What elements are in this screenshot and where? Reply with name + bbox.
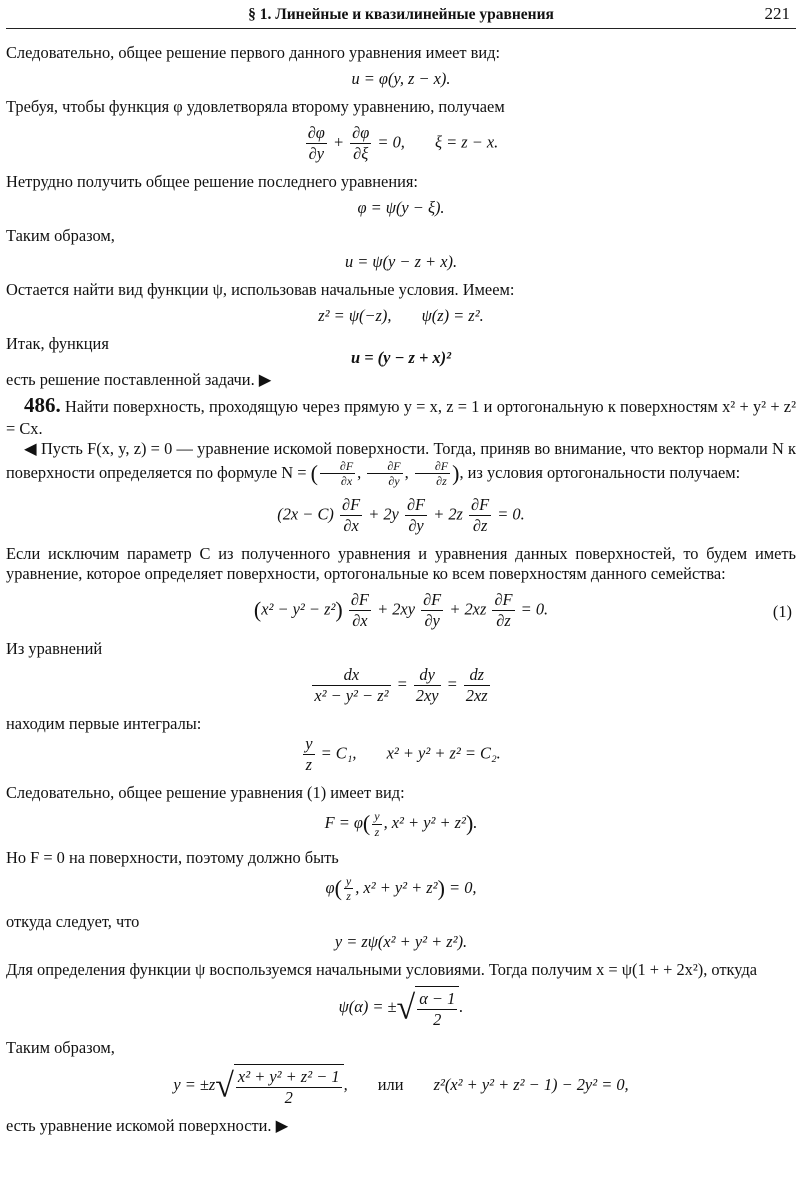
paragraph-eliminate-parameter: Если исключим параметр C из полученного уравнения и уравнения данных поверхностей, то будем иметь уравнение, которое определяет поверхности, ортогональные ко всем поверхностям данного семейства: [6,544,796,584]
fraction-dF-dy: $\frac{\partial F}{\partial y}$ [406,495,426,536]
fraction-dF-dz: $\frac{\partial F}{\partial z}$ [415,459,450,489]
page-number: 221 [764,4,790,23]
term: , [343,1074,348,1094]
equation-text: u = ψ(y − z + x). [344,252,458,272]
problem-statement: Найти поверхность, проходящую через прямую y = x, z = 1 и ортогональную к поверхностям x² + y² + z² = Cx. [6,397,797,438]
equation-final-surface [6,1064,796,1108]
equation-first-integrals [6,734,796,775]
paragraph-text: ◀ Пусть F(x, y, z) = 0 — уравнение искомой поверхности. Тогда, приняв во внимание, что вектор нормали N к поверхности определяется по формуле N = [6,438,796,482]
fraction-y-z: $\frac{y}{z}$ [305,734,313,775]
equation-tail: = 0, [377,132,405,152]
fraction-dx: $\frac{dx}{\text{x² − y² − z²}}$ [314,665,389,706]
fraction-surface: $\frac{\text{x² + y² + z² − 1}}{2}$ [237,1066,340,1107]
term: , x² + y² + z² [355,877,438,897]
fraction-dphi-dy: $\frac{\partial\varphi}{\partial y}$ [307,123,325,164]
paragraph-from-equations: Из уравнений [6,639,103,659]
paragraph-function: Итак, функция [6,334,109,354]
term: + 2y [368,504,399,524]
equation-phi-psi [6,198,796,218]
paragraph-final: есть уравнение искомой поверхности. ▶ [6,1115,289,1135]
fraction-dphi-dxi: $\frac{\partial\varphi}{\partial\xi}$ [352,123,370,164]
equation-initial-conditions [6,306,796,326]
equation-text: y = zψ(x² + y² + z²). [334,931,468,951]
problem-number: 486. [24,393,61,418]
term: (2x − C) [277,504,334,524]
term: x² + y² + z² = C₂. [386,743,501,763]
fraction-dz: $\frac{dz}{2xz}$ [465,665,488,706]
paragraph-thus: Таким образом, [6,226,115,246]
equation-text: u = (y − z + x)² [351,348,451,368]
paragraph-determine-psi: Для определения функции ψ воспользуемся начальными условиями. Тогда получим x = ψ(1 + + 2x²), откуда [6,959,758,979]
term: или [377,1074,404,1094]
paragraph-initial-conditions: Остается найти вид функции ψ, использовав начальные условия. Имеем: [6,280,515,300]
term: + 2xy [377,599,415,619]
fraction-dF-dy: $\frac{\partial F}{\partial y}$ [423,590,442,631]
paragraph-requiring-phi: Требуя, чтобы функция φ удовлетворяла второму уравнению, получаем [6,97,505,117]
paragraph-normal-vector: ◀ Пусть F(x, y, z) = 0 — уравнение искомой поверхности. Тогда, приняв во внимание, что вектор нормали N к поверхности определяется по формуле N = ( $\frac{\partial F}{\partial x}$ , $\frac{\partial F}{\partial y}$ , $\frac{\partial F}{\partial z}$ ), из условия ортогональности получаем: [6,438,796,489]
paragraph-solution-end: есть решение поставленной задачи. ▶ [6,370,272,390]
equation-u-phi [6,69,796,89]
paragraph-follows: откуда следует, что [6,911,140,931]
paragraph-first-integrals: находим первые интегралы: [6,714,202,734]
running-head: § 1. Линейные и квазилинейные уравнения [248,6,554,23]
term: y = ±z [173,1074,216,1094]
paragraph-last-equation: Нетрудно получить общее решение последнего уравнения: [6,172,418,192]
equation-left: z² = ψ(−z), [318,306,392,326]
term: = 0. [520,599,549,619]
term: = 0, [449,877,477,897]
term: = C₁, [320,743,357,763]
fraction-alpha: $\frac{\alpha - 1}{2}$ [419,988,456,1029]
equation-1: (x² − y² − z²) $\frac{\partial F}{\partial x}$ + 2xy $\frac{\partial F}{\partial y}$ + 2xz $\frac{\partial F}{\partial z}$ = 0. (1) [253,590,792,631]
term: z²(x² + y² + z² − 1) − 2y² = 0, [433,1074,629,1094]
equation-right: ψ(z) = z². [421,306,484,326]
equation-psi-alpha [6,986,796,1030]
square-root: √ $\frac{\alpha - 1}{2}$ [397,986,460,1030]
term: x² − y² − z² [261,599,336,619]
paragraph-thus-final: Таким образом, [6,1037,115,1057]
equation-phi-zero: φ( $\frac{y}{z}$ , x² + y² + z²) = 0, [325,873,477,904]
fraction-dy: $\frac{dy}{2xy}$ [415,665,439,706]
fraction-dF-dx: $\frac{\partial F}{\partial x}$ [320,459,355,489]
fraction-dF-dx: $\frac{\partial F}{\partial x}$ [341,495,361,536]
term: . [473,813,478,833]
equation-number: (1) [772,602,792,622]
paragraph-general-solution-1: Следовательно, общее решение уравнения (1) имеет вид: [6,783,405,803]
term: , x² + y² + z² [383,813,466,833]
term: = 0. [497,504,525,524]
term: φ [325,877,335,897]
page-header [6,4,796,29]
paragraph-text-tail: , из условия ортогональности получаем: [459,462,741,482]
paragraph-general-solution: Следовательно, общее решение первого данного уравнения имеет вид: [6,43,501,62]
equation-y-z-psi [6,932,796,952]
equation-substitution: ξ = z − x. [434,132,499,152]
term: + 2xz [449,599,487,619]
fraction-dF-dz: $\frac{\partial F}{\partial z}$ [471,495,490,536]
paragraph-F-zero: Но F = 0 на поверхности, поэтому должно быть [6,847,339,867]
equation-solution-u [6,348,796,368]
term: . [459,996,464,1016]
equation-u-psi [6,252,796,272]
fraction-dF-dx: $\frac{\partial F}{\partial x}$ [350,590,369,631]
fraction-y-z: $\frac{y}{z}$ [374,809,380,839]
equation-characteristic-system: $\frac{dx}{\text{x² − y² − z²}}$ = $\frac{dy}{2xy}$ = $\frac{dz}{2xz}$ [314,665,488,706]
fraction-dF-dz: $\frac{\partial F}{\partial z}$ [494,590,513,631]
term: ψ(α) = ± [338,996,397,1016]
term: + 2z [433,504,463,524]
equation-orthogonality [6,495,796,536]
equation-text: φ = ψ(y − ξ). [357,198,445,218]
equation-F-phi: F = φ( $\frac{y}{z}$ , x² + y² + z²). [324,809,478,839]
fraction-dF-dy: $\frac{\partial F}{\partial y}$ [367,459,402,489]
term: F = φ [324,813,363,833]
square-root: √ $\frac{\text{x² + y² + z² − 1}}{2}$ [215,1064,343,1108]
equation-text: u = φ(y, z − x). [351,69,451,89]
equation-phi-derivatives: $\frac{\partial\varphi}{\partial y}$ + $\frac{\partial\varphi}{\partial\xi}$ = 0, ξ = z − x. [307,123,499,164]
fraction-y-z: $\frac{y}{z}$ [345,873,352,904]
problem-486 [6,393,796,439]
